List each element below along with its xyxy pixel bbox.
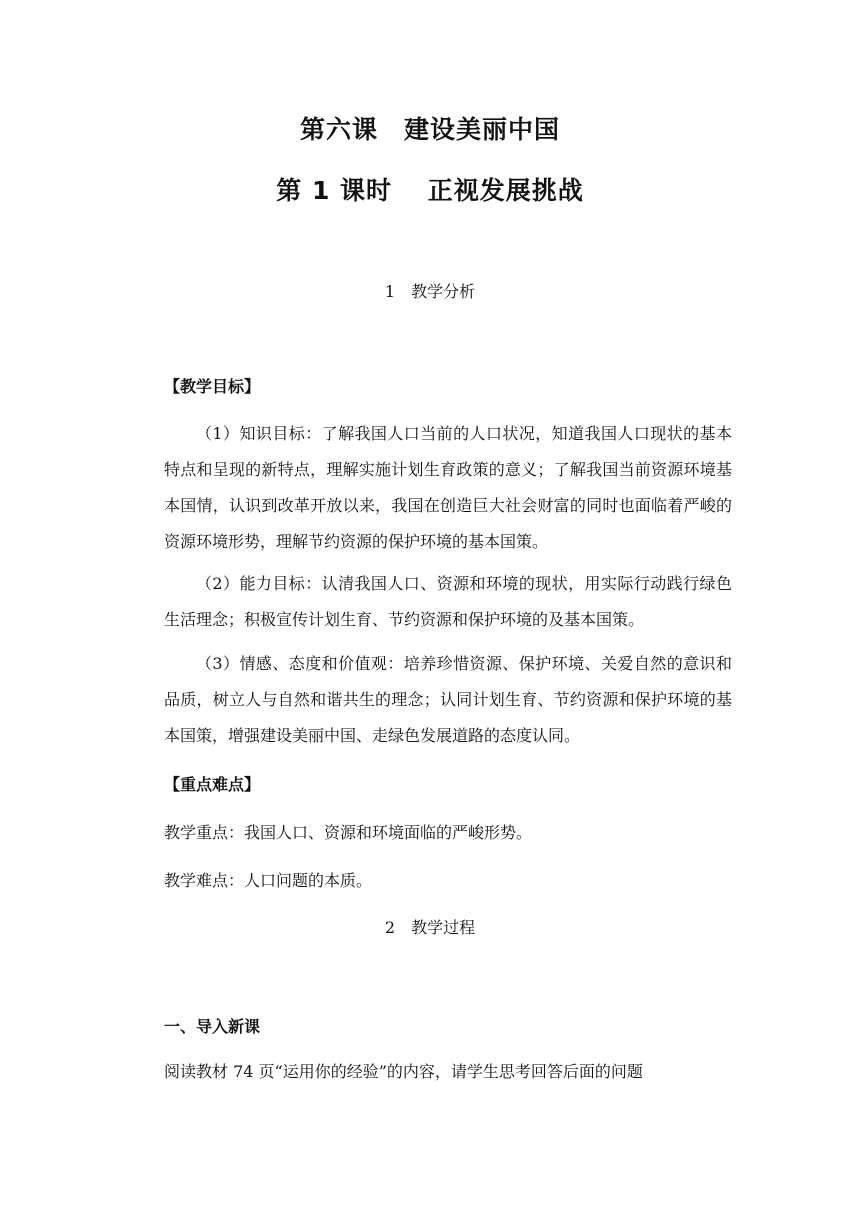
objectives-heading: 【教学目标】	[164, 377, 261, 396]
lesson-title: 第六课 建设美丽中国	[299, 115, 560, 144]
objective-ability: （2）能力目标：认清我国人口、资源和环境的现状，用实际行动践行绿色生活理念；积极宣传计划生育、节约资源和保护环境的及基本国策。	[164, 574, 732, 629]
key-points-heading: 【重点难点】	[164, 775, 261, 794]
intro-text: 阅读教材 74 页“运用你的经验”的内容，请学生思考回答后面的问题	[164, 1062, 643, 1081]
objective-knowledge: （1）知识目标：了解我国人口当前的人口状况，知道我国人口现状的基本特点和呈现的新特点，理解实施计划生育政策的意义；了解我国当前资源环境基本国情，认识到改革开放以来，我国在创造巨大社会财富的同时也面临着严峻的资源环境形势，理解节约资源的保护环境的基本国策。	[164, 424, 732, 551]
key-point-text: 教学重点：我国人口、资源和环境面临的严峻形势。	[164, 823, 533, 842]
section-heading-analysis: 1 教学分析	[384, 282, 476, 301]
difficulty-text: 教学难点：人口问题的本质。	[164, 871, 373, 890]
lesson-subtitle: 第 1 课时 正视发展挑战	[276, 176, 584, 205]
section-heading-process: 2 教学过程	[384, 918, 476, 937]
objective-emotion: （3）情感、态度和价值观：培养珍惜资源、保护环境、关爱自然的意识和品质，树立人与自然和谐共生的理念；认同计划生育、节约资源和保护环境的基本国策，增强建设美丽中国、走绿色发展道路的态度认同。	[164, 654, 732, 745]
intro-heading: 一、导入新课	[164, 1017, 261, 1036]
